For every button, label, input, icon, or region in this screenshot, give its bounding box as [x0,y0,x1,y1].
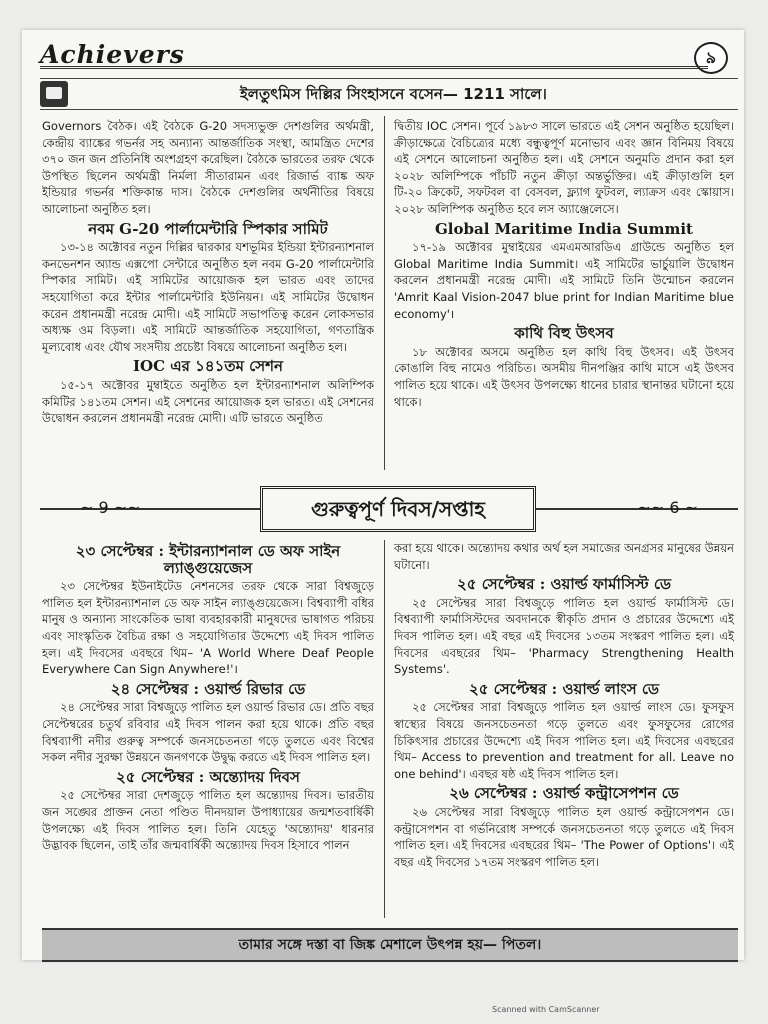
section-heading: Global Maritime India Summit [435,219,693,238]
left-column-top [42,118,374,429]
paragraph: Governors বৈঠক। এই বৈঠকে G-20 সদস্যভুক্ত দেশগুলির অর্থমন্ত্রী, কেন্দ্রীয় ব্যাঙ্কের গভর্নর সহ অন্যান্য আন্তর্জাতিক সংস্থা, আমন্ত্রিত দেশের ৩৭০ জন জন প্রতিনিধি অংশগ্রহণ করেছিল। বৈঠকে ভারতের তরফ থেকে উপস্থিত ছিলেন অর্থমন্ত্রী নির্মলা সীতারামন এবং রিজার্ভ ব্যাঙ্ক অফ ইন্ডিয়ার গভর্নর শক্তিকান্ত দাস। বৈঠকে দেশগুলির অর্থনীতির বিষয়ে আলোচনা অনুষ্ঠিত হল। [42,119,374,216]
banner-ornament-right: ~~ 6 ~ [637,498,698,517]
fact-icon [40,81,68,107]
scanner-watermark: Scanned with CamScanner [492,1005,600,1014]
section-heading: ২৩ সেপ্টেম্বর : ইন্টারন্যাশনাল ডে অফ সাইন ল্যাঙ্গুয়েজেস [75,542,341,577]
section-heading: ২৬ সেপ্টেম্বর : ওয়ার্ল্ড কন্ট্রাসেপশন ডে [449,784,679,803]
section-heading: IOC এর ১৪১তম সেশন [133,357,283,376]
column-divider [384,540,385,918]
paragraph: ২৩ সেপ্টেম্বর ইউনাইটেড নেশনসের তরফ থেকে সারা বিশ্বজুড়ে পালিত হল ইন্টারন্যাশনাল ডে অফ সাইন ল্যাঙ্গুয়েজেস। বিশ্বব্যাপী বধির মানুষ ও অন্যান্য সাংকেতিক ভাষা ব্যবহারকারী মানুষদের ভাষাগত পরিচয় এবং সাংস্কৃতিক বৈচিত্র রক্ষা ও সহযোগিতার উদ্দেশ্যে এই দিবস পালিত হল। এই দিবসের এবছরে থিম– 'A World Where Deaf People Everywhere Can Sign Anywhere!'। [42,579,374,677]
paragraph: ২৫ সেপ্টেম্বর সারা দেশজুড়ে পালিত হল অন্ত্যোদয় দিবস। ভারতীয় জন সঙ্ঘের প্রাক্তন নেতা পণ্ডিত দীনদয়াল উপাধ্যায়ের জন্মশতবার্ষিকী উপলক্ষ্যে এই দিবস পালিত হল। তিনি যেহেতু 'অন্ত্যোদয়' ধারনার উদ্ভাবক ছিলেন, তাই তাঁর জন্মবার্ষিকী অন্ত্যোদয় দিবস হিসাবে পালন [42,788,374,853]
paragraph: ২৬ সেপ্টেম্বর সারা বিশ্বজুড়ে পালিত হল ওয়ার্ল্ড কন্ট্রাসেপশন ডে। কন্ট্রাসেপশন বা গর্ভনিরোধ সম্পর্কে জনসচেতনতা গড়ে তুলতে এই দিবস পালিত হল। এই দিবসের এবছরের থিম– 'The Power of Options'। এই বছর এই দিবসের ১৭তম সংস্করণ পালিত হল। [394,804,734,869]
section-heading: ২৪ সেপ্টেম্বর : ওয়ার্ল্ড রিভার ডে [110,679,306,698]
banner-title: গুরুত্বপূর্ণ দিবস/সপ্তাহ [260,486,536,532]
section-heading: কাথি বিহু উৎসব [514,324,614,343]
paragraph: ২৪ সেপ্টেম্বর সারা বিশ্বজুড়ে পালিত হল ওয়ার্ল্ড রিভার ডে। প্রতি বছর সেপ্টেম্বরের চতুর্থ রবিবার এই দিবস পালন করা হয়ে থাকে। প্রতি বছর বিশ্বব্যাপী নদীর গুরুত্ব সম্পর্কে জনসচেতনতা গড়ে তুলতে এবং বিশ্বের সকল নদীর সুরক্ষা উন্নয়নে জনগণকে উদ্বুদ্ধ করতে এই দিবস পালিত হল। [42,700,374,765]
right-column-top [394,118,734,412]
top-fact-strip [40,78,738,110]
page-number: ৯ [694,42,728,74]
header-rule [40,66,708,69]
right-column-bottom [394,540,734,872]
section-heading: ২৫ সেপ্টেম্বর : ওয়ার্ল্ড ফার্মাসিস্ট ডে [457,575,671,594]
paragraph: করা হয়ে থাকে। অন্ত্যোদয় কথার অর্থ হল সমাজের অনগ্রসর মানুষের উন্নয়ন ঘটানো। [394,541,734,572]
left-column-bottom [42,540,374,856]
paragraph: ২৫ সেপ্টেম্বর সারা বিশ্বজুড়ে পালিত হল ওয়ার্ল্ড লাংস ডে। ফুসফুস স্বাস্থ্যের বিষয়ে জনসচেতনতা গড়ে তুলতে এবং ফুসফুসের রোগের চিকিৎসার প্রচারের উদ্দেশ্যে এই দিবস পালিত হল। এই দিবসের এবছরের থিম– Access to prevention and treatment for all. Leave no one behind'। এবছর ষষ্ঠ এই দিবস পালিত হল। [394,700,734,781]
paragraph: ২৫ সেপ্টেম্বর সারা বিশ্বজুড়ে পালিত হল ওয়ার্ল্ড ফার্মাসিস্ট ডে। বিশ্বব্যাপী ফার্মাসিস্টদের অবদানকে স্বীকৃতি প্রদান ও প্রচারের উদ্দেশ্যে এই দিবস পালিত হল। এই বছর এই দিবসের ১৩তম সংস্করণ পালিত হল। এই দিবসের এবছরের থিম– 'Pharmacy Strengthening Health Systems'. [394,595,734,677]
paragraph: দ্বিতীয় IOC সেশন। পূর্বে ১৯৮৩ সালে ভারতে এই সেশন অনুষ্ঠিত হয়েছিল। ক্রীড়াক্ষেত্রে বৈচিত্র্যের মধ্যে বন্ধুত্বপূর্ণ মনোভাব এবং জ্ঞান বিনিময় বিষয়ে এই সেশনে আলোচনা অনুষ্ঠিত হল। এই সেশনে অনুমতি প্রদান করা হল ২০২৮ অলিম্পিকে পাঁচটি নতুন ক্রীড়া অন্তর্ভুক্তির। এই ক্রীড়াগুলি হল টি-২০ ক্রিকেট, সফটবল বা বেসবল, ফ্ল্যাগ ফুটবল, ল্যাক্রস এবং স্কোয়াস। ২০২৮ অলিম্পিক অনুষ্ঠিত হবে লস অ্যাঞ্জেলেসে। [394,119,734,216]
section-heading: ২৫ সেপ্টেম্বর : ওয়ার্ল্ড লাংস ডে [468,679,660,698]
paragraph: ১৮ অক্টোবর অসমে অনুষ্ঠিত হল কাথি বিহু উৎসব। এই উৎসব কোঙালি বিহু নামেও পরিচিত। অসমীয় দীনপঞ্জির কাথি মাসে এই উৎসব পালিত হয়ে থাকে। এই উৎসব উপলক্ষ্যে ধানের চারার স্থানান্তর ঘটানো হয়ে থাকে। [394,344,734,409]
top-fact-text: ইলতুৎমিস দিল্লির সিংহাসনে বসেন— 1211 সালে। [240,85,547,103]
column-divider [384,116,385,470]
paragraph: ১৩-১৪ অক্টোবর নতুন দিল্লির দ্বারকার যশভূমির ইন্ডিয়া ইন্টারন্যাশনাল কনভেনশন অ্যান্ড এক্সপো সেন্টারে অনুষ্ঠিত হল নবম G-20 পার্লামেন্টারি স্পিকার সামিট। এই সামিটের আয়োজক হল ভারত এবং তাদের সহযোগিতা করে ইন্টার পার্লামেন্টারি ইউনিয়ন। এই সামিটের উদ্বোধন করেন প্রধানমন্ত্রী নরেন্দ্র মোদী। এই সামিটে সভাপতিত্ব করেন লোকসভার অধ্যক্ষ ওম বিড়লা। এই সামিটে আন্তর্জাতিক সহযোগিতা, গণতান্ত্রিক মূল্যবোধ এবং যৌথ সংসদীয় প্রচেষ্টা বিষয়ে আলোচনা অনুষ্ঠিত হল। [42,240,374,354]
bottom-fact-bar: তামার সঙ্গে দস্তা বা জিঙ্ক মেশালে উৎপন্ন হয়— পিতল। [42,928,738,962]
section-heading: নবম G-20 পার্লামেন্টারি স্পিকার সামিট [88,219,328,238]
paragraph: ১৭-১৯ অক্টোবর মুম্বাইয়ের এমএমআরডিএ গ্রাউন্ডে অনুষ্ঠিত হল Global Maritime India Summit। এই সামিটের ভার্চুয়ালি উদ্বোধন করলেন প্রধানমন্ত্রী নরেন্দ্র মোদী। এই সামিটে তিনি উন্মোচন করলেন 'Amrit Kaal Vision-2047 blue print for Indian Maritime blue economy'। [394,240,734,321]
section-banner [40,480,738,540]
section-heading: ২৫ সেপ্টেম্বর : অন্ত্যোদয় দিবস [116,767,300,786]
banner-ornament-left: ~ 9 ~~ [80,498,141,517]
paragraph: ১৫-১৭ অক্টোবর মুম্বাইতে অনুষ্ঠিত হল ইন্টারন্যাশনাল অলিম্পিক কমিটির ১৪১তম সেশন। এই সেশনের আয়োজক হল ভারত। এই সেশনের উদ্বোধন করলেন প্রধানমন্ত্রী নরেন্দ্র মোদী। এটি ভারতে অনুষ্ঠিত [42,377,374,426]
brand-logo: Achievers [40,40,185,69]
